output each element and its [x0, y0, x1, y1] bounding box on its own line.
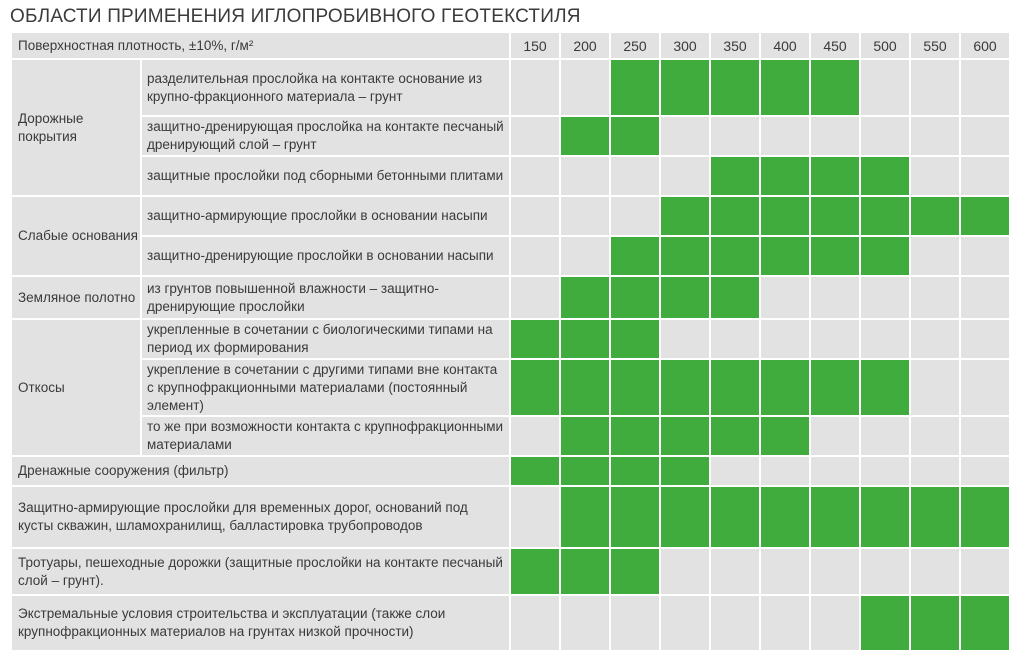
- density-cell-500-applicable: [860, 359, 910, 416]
- density-header-500: 500: [860, 32, 910, 59]
- density-cell-400-applicable: [760, 416, 810, 456]
- group-label: Земляное полотно: [11, 276, 141, 319]
- density-cell-550-not-applicable: [910, 456, 960, 486]
- density-cell-150-applicable: [510, 456, 560, 486]
- density-cell-250-applicable: [610, 416, 660, 456]
- density-cell-600-applicable: [960, 595, 1010, 651]
- density-cell-250-applicable: [610, 59, 660, 116]
- density-cell-450-not-applicable: [810, 416, 860, 456]
- density-cell-250-applicable: [610, 116, 660, 156]
- table-row: [11, 456, 1010, 486]
- table-row: [11, 156, 1010, 196]
- application-label: Защитно-армирующие прослойки для временных дорог, оснований под кусты скважин, шламохранилищ, балластировка трубопроводов: [11, 486, 510, 548]
- page-title: ОБЛАСТИ ПРИМЕНЕНИЯ ИГЛОПРОБИВНОГО ГЕОТЕКСТИЛЯ: [10, 6, 581, 27]
- density-cell-600-not-applicable: [960, 236, 1010, 276]
- density-cell-550-not-applicable: [910, 548, 960, 595]
- table-row: [11, 416, 1010, 456]
- density-cell-450-applicable: [810, 359, 860, 416]
- density-cell-250-applicable: [610, 276, 660, 319]
- density-cell-200-applicable: [560, 486, 610, 548]
- density-cell-250-applicable: [610, 319, 660, 359]
- density-cell-550-not-applicable: [910, 416, 960, 456]
- density-cell-350-applicable: [710, 416, 760, 456]
- application-description: защитные прослойки под сборными бетонными плитами: [141, 156, 510, 196]
- density-cell-250-applicable: [610, 456, 660, 486]
- application-description: из грунтов повышенной влажности – защитно-дренирующие прослойки: [141, 276, 510, 319]
- density-cell-400-applicable: [760, 359, 810, 416]
- density-cell-600-not-applicable: [960, 359, 1010, 416]
- density-header-350: 350: [710, 32, 760, 59]
- density-cell-600-not-applicable: [960, 548, 1010, 595]
- density-cell-300-applicable: [660, 59, 710, 116]
- table-row: [11, 595, 1010, 651]
- application-description: разделительная прослойка на контакте основание из крупно-фракционного материала – грунт: [141, 59, 510, 116]
- density-cell-250-applicable: [610, 236, 660, 276]
- density-cell-600-applicable: [960, 486, 1010, 548]
- density-cell-400-not-applicable: [760, 548, 810, 595]
- density-cell-300-applicable: [660, 196, 710, 236]
- density-cell-200-applicable: [560, 116, 610, 156]
- table-row: [11, 359, 1010, 416]
- density-header-250: 250: [610, 32, 660, 59]
- density-cell-600-not-applicable: [960, 319, 1010, 359]
- density-cell-200-not-applicable: [560, 196, 610, 236]
- density-cell-550-not-applicable: [910, 236, 960, 276]
- density-cell-400-applicable: [760, 156, 810, 196]
- density-cell-450-applicable: [810, 196, 860, 236]
- density-cell-300-not-applicable: [660, 319, 710, 359]
- density-cell-500-not-applicable: [860, 319, 910, 359]
- density-cell-500-applicable: [860, 236, 910, 276]
- density-cell-150-applicable: [510, 319, 560, 359]
- density-cell-600-not-applicable: [960, 456, 1010, 486]
- application-description: то же при возможности контакта с крупнофракционными материалами: [141, 416, 510, 456]
- density-cell-400-applicable: [760, 196, 810, 236]
- density-cell-500-applicable: [860, 486, 910, 548]
- density-cell-550-applicable: [910, 595, 960, 651]
- density-cell-150-not-applicable: [510, 59, 560, 116]
- density-cell-450-not-applicable: [810, 456, 860, 486]
- density-cell-450-applicable: [810, 156, 860, 196]
- density-cell-450-applicable: [810, 486, 860, 548]
- application-label: Тротуары, пешеходные дорожки (защитные прослойки на контакте песчаный слой – грунт).: [11, 548, 510, 595]
- density-cell-500-not-applicable: [860, 276, 910, 319]
- density-cell-500-not-applicable: [860, 416, 910, 456]
- density-cell-500-applicable: [860, 156, 910, 196]
- density-cell-600-not-applicable: [960, 416, 1010, 456]
- group-label: Откосы: [11, 319, 141, 456]
- density-header-450: 450: [810, 32, 860, 59]
- density-cell-300-not-applicable: [660, 116, 710, 156]
- density-cell-250-applicable: [610, 548, 660, 595]
- density-cell-300-applicable: [660, 456, 710, 486]
- density-cell-350-applicable: [710, 359, 760, 416]
- density-cell-200-not-applicable: [560, 595, 610, 651]
- table-row: [11, 548, 1010, 595]
- density-cell-300-not-applicable: [660, 595, 710, 651]
- density-cell-400-applicable: [760, 236, 810, 276]
- density-cell-150-applicable: [510, 359, 560, 416]
- density-cell-500-not-applicable: [860, 116, 910, 156]
- density-cell-500-not-applicable: [860, 548, 910, 595]
- density-cell-250-not-applicable: [610, 595, 660, 651]
- density-cell-500-applicable: [860, 196, 910, 236]
- density-cell-500-not-applicable: [860, 59, 910, 116]
- density-cell-550-not-applicable: [910, 156, 960, 196]
- density-cell-350-applicable: [710, 276, 760, 319]
- density-cell-350-applicable: [710, 486, 760, 548]
- density-cell-150-not-applicable: [510, 196, 560, 236]
- density-cell-450-not-applicable: [810, 548, 860, 595]
- application-label: Дренажные сооружения (фильтр): [11, 456, 510, 486]
- density-cell-150-not-applicable: [510, 486, 560, 548]
- density-cell-600-not-applicable: [960, 156, 1010, 196]
- density-cell-300-not-applicable: [660, 156, 710, 196]
- density-cell-150-not-applicable: [510, 236, 560, 276]
- density-header-label: Поверхностная плотность, ±10%, г/м²: [11, 32, 510, 59]
- header-row: [11, 32, 1010, 59]
- density-cell-200-applicable: [560, 416, 610, 456]
- density-header-300: 300: [660, 32, 710, 59]
- density-cell-200-not-applicable: [560, 59, 610, 116]
- density-cell-350-applicable: [710, 236, 760, 276]
- density-cell-300-applicable: [660, 486, 710, 548]
- density-cell-350-not-applicable: [710, 319, 760, 359]
- density-cell-200-not-applicable: [560, 236, 610, 276]
- density-cell-350-not-applicable: [710, 548, 760, 595]
- density-cell-150-not-applicable: [510, 156, 560, 196]
- density-cell-300-not-applicable: [660, 548, 710, 595]
- density-cell-400-not-applicable: [760, 319, 810, 359]
- density-cell-400-not-applicable: [760, 276, 810, 319]
- application-description: защитно-дренирующая прослойка на контакте песчаный дренирующий слой – грунт: [141, 116, 510, 156]
- density-cell-400-applicable: [760, 59, 810, 116]
- density-cell-150-not-applicable: [510, 416, 560, 456]
- density-cell-150-not-applicable: [510, 595, 560, 651]
- density-cell-400-not-applicable: [760, 456, 810, 486]
- density-cell-200-applicable: [560, 359, 610, 416]
- density-cell-300-applicable: [660, 416, 710, 456]
- density-cell-450-applicable: [810, 236, 860, 276]
- application-description: укрепленные в сочетании с биологическими типами на период их формирования: [141, 319, 510, 359]
- density-cell-200-not-applicable: [560, 156, 610, 196]
- density-cell-450-not-applicable: [810, 319, 860, 359]
- density-cell-350-applicable: [710, 196, 760, 236]
- table-row: [11, 196, 1010, 236]
- density-cell-200-applicable: [560, 319, 610, 359]
- density-cell-600-not-applicable: [960, 116, 1010, 156]
- density-header-550: 550: [910, 32, 960, 59]
- density-cell-150-not-applicable: [510, 276, 560, 319]
- density-cell-550-not-applicable: [910, 59, 960, 116]
- density-cell-200-applicable: [560, 548, 610, 595]
- density-cell-250-applicable: [610, 486, 660, 548]
- density-cell-150-not-applicable: [510, 116, 560, 156]
- density-cell-400-applicable: [760, 486, 810, 548]
- density-cell-600-applicable: [960, 196, 1010, 236]
- table-row: [11, 236, 1010, 276]
- density-cell-350-not-applicable: [710, 595, 760, 651]
- density-cell-550-applicable: [910, 486, 960, 548]
- table-row: [11, 276, 1010, 319]
- density-cell-250-not-applicable: [610, 156, 660, 196]
- group-label: Дорожные покрытия: [11, 59, 141, 196]
- application-table: [10, 31, 1011, 652]
- density-cell-200-applicable: [560, 456, 610, 486]
- density-header-600: 600: [960, 32, 1010, 59]
- density-cell-600-not-applicable: [960, 276, 1010, 319]
- table-row: [11, 116, 1010, 156]
- density-cell-300-applicable: [660, 276, 710, 319]
- density-cell-150-applicable: [510, 548, 560, 595]
- density-cell-550-not-applicable: [910, 319, 960, 359]
- density-cell-550-not-applicable: [910, 116, 960, 156]
- application-description: укрепление в сочетании с другими типами вне контакта с крупнофракционными материалами (постоянный элемент): [141, 359, 510, 416]
- density-cell-300-applicable: [660, 236, 710, 276]
- density-cell-400-not-applicable: [760, 116, 810, 156]
- density-cell-450-not-applicable: [810, 276, 860, 319]
- table-row: [11, 59, 1010, 116]
- density-cell-350-applicable: [710, 59, 760, 116]
- application-description: защитно-армирующие прослойки в основании насыпи: [141, 196, 510, 236]
- density-header-150: 150: [510, 32, 560, 59]
- application-description: защитно-дренирующие прослойки в основании насыпи: [141, 236, 510, 276]
- density-header-400: 400: [760, 32, 810, 59]
- group-label: Слабые основания: [11, 196, 141, 276]
- density-cell-350-not-applicable: [710, 456, 760, 486]
- density-cell-550-applicable: [910, 196, 960, 236]
- density-cell-400-not-applicable: [760, 595, 810, 651]
- density-cell-500-applicable: [860, 595, 910, 651]
- density-cell-350-not-applicable: [710, 116, 760, 156]
- density-cell-450-applicable: [810, 59, 860, 116]
- density-cell-550-not-applicable: [910, 359, 960, 416]
- density-cell-550-not-applicable: [910, 276, 960, 319]
- density-cell-200-applicable: [560, 276, 610, 319]
- density-cell-450-not-applicable: [810, 595, 860, 651]
- table-row: [11, 486, 1010, 548]
- density-cell-600-not-applicable: [960, 59, 1010, 116]
- density-cell-250-not-applicable: [610, 196, 660, 236]
- density-cell-350-applicable: [710, 156, 760, 196]
- table-row: [11, 319, 1010, 359]
- density-cell-450-not-applicable: [810, 116, 860, 156]
- application-label: Экстремальные условия строительства и эксплуатации (также слои крупнофракционных материалов на грунтах низкой прочности): [11, 595, 510, 651]
- density-cell-250-applicable: [610, 359, 660, 416]
- density-header-200: 200: [560, 32, 610, 59]
- density-cell-300-applicable: [660, 359, 710, 416]
- density-cell-500-not-applicable: [860, 456, 910, 486]
